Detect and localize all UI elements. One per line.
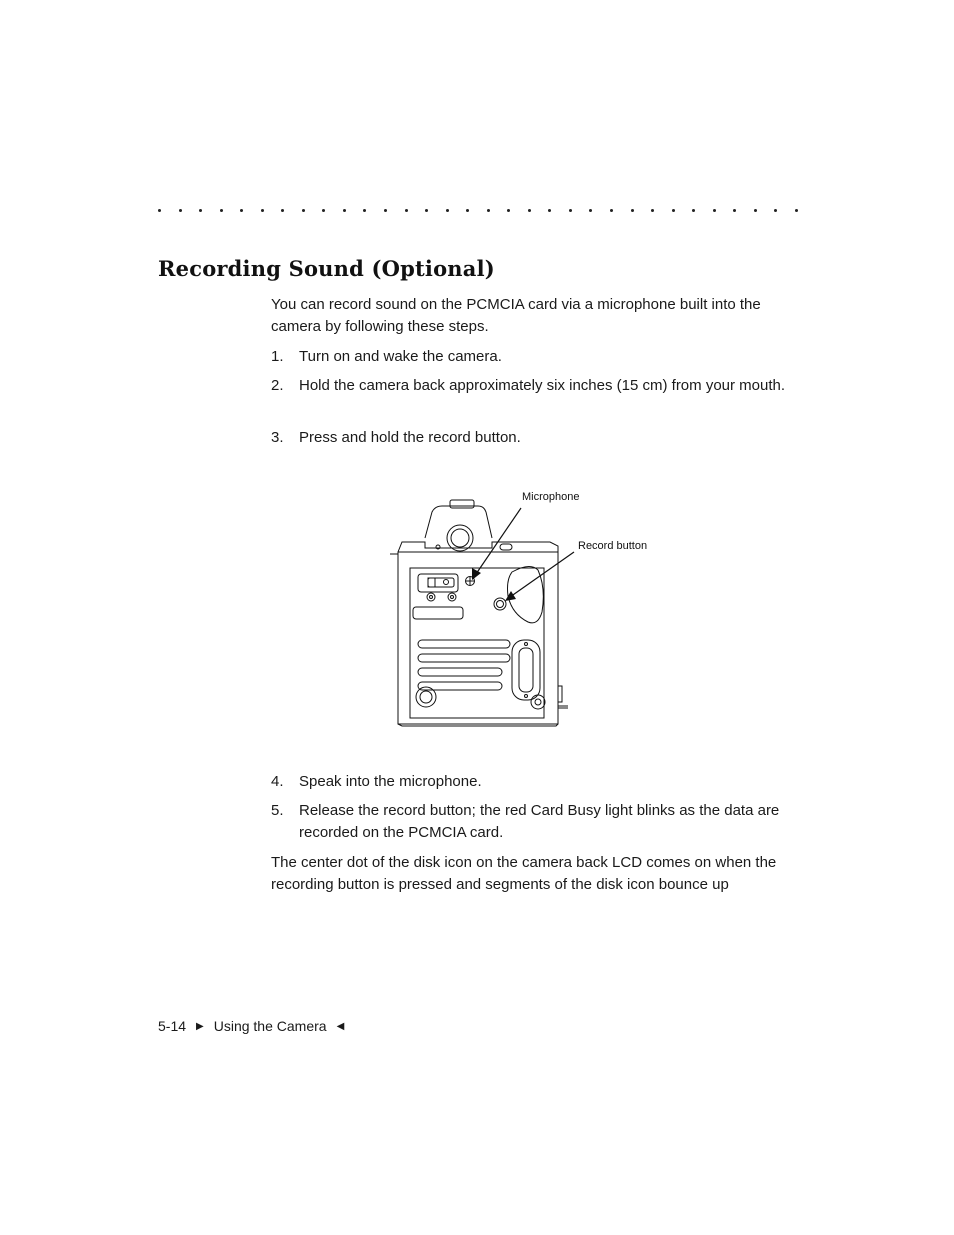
microphone-callout-label: Microphone	[522, 491, 580, 503]
dotted-rule	[158, 200, 798, 220]
step-item	[271, 771, 791, 793]
step-number: 3.	[271, 429, 284, 446]
record-button-callout-label: Record button	[578, 540, 648, 552]
step-item	[271, 800, 791, 844]
camera-back-illustration	[380, 480, 680, 740]
page-number: 5-14	[158, 1018, 187, 1034]
closing-paragraph: The center dot of the disk icon on the camera back LCD comes on when the recording button is pressed and segments of the disk icon bounce up	[271, 854, 777, 893]
step-number: 2.	[271, 377, 284, 394]
intro-paragraph: You can record sound on the PCMCIA card via a microphone built into the camera by following these steps.	[271, 296, 761, 335]
step-item	[271, 346, 791, 368]
step-number: 1.	[271, 348, 284, 365]
step-text: Turn on and wake the camera.	[299, 348, 502, 365]
step-text: Press and hold the record button.	[299, 429, 521, 446]
step-text: Speak into the microphone.	[299, 773, 482, 790]
step-text: Release the record button; the red Card Busy light blinks as the data are recorded on the PCMCIA card.	[299, 802, 780, 841]
right-triangle-icon: ▶	[196, 1020, 204, 1032]
chapter-name: Using the Camera	[213, 1018, 327, 1034]
step-text: Hold the camera back approximately six inches (15 cm) from your mouth.	[299, 377, 786, 394]
step-item	[271, 375, 791, 397]
step-item	[271, 427, 791, 449]
step-number: 5.	[271, 802, 284, 819]
camera-back-figure	[380, 480, 680, 740]
section-title: Recording Sound (Optional)	[158, 256, 495, 281]
step-number: 4.	[271, 773, 284, 790]
page-footer	[158, 1018, 344, 1034]
left-triangle-icon: ◀	[336, 1020, 345, 1032]
